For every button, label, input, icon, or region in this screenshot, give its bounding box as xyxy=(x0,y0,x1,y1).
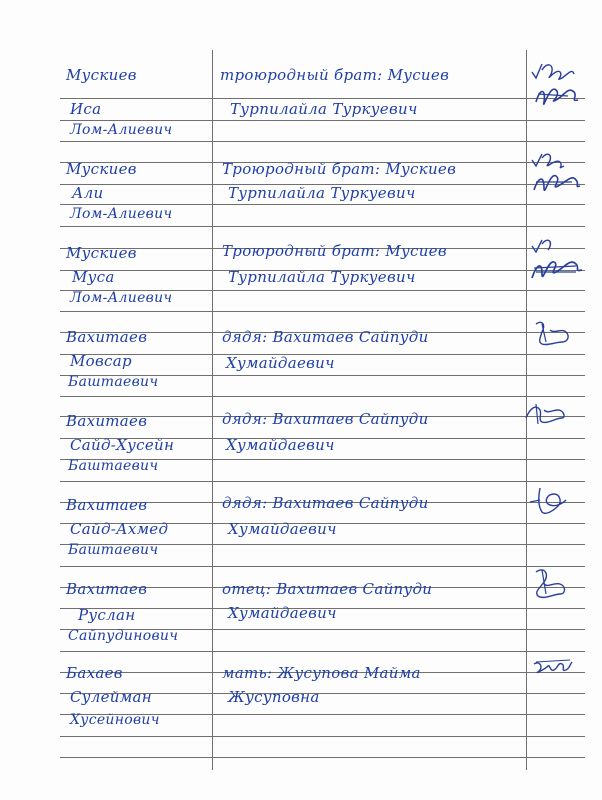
entry-2-relation-line-2: Турпилайла Туркуевич xyxy=(228,184,416,202)
ruled-line xyxy=(60,120,585,121)
entry-7-given-name: Руслан xyxy=(78,606,136,624)
entry-6-relation-line-2: Хумайдаевич xyxy=(228,520,337,538)
entry-4-given-name: Мовсар xyxy=(70,352,132,370)
entry-3-patronymic: Лом-Алиевич xyxy=(70,290,173,306)
entry-4-signature xyxy=(530,318,570,348)
entry-7-signature xyxy=(526,566,570,600)
entry-1-signature xyxy=(528,56,584,112)
ruled-line xyxy=(60,204,585,205)
entry-8-relation-line-1: мать: Жусупова Майма xyxy=(222,664,421,682)
entry-3-surname: Мускиев xyxy=(66,244,137,262)
entry-5-surname: Вахитаев xyxy=(66,412,148,430)
entry-6-signature xyxy=(526,482,570,516)
entry-6-patronymic: Баштаевич xyxy=(68,542,159,558)
ruled-line xyxy=(60,736,585,737)
entry-1-relation-line-1: троюродный брат: Мусиев xyxy=(220,66,450,84)
entry-4-patronymic: Баштаевич xyxy=(68,374,159,390)
column-divider-name xyxy=(212,50,213,770)
ruled-line xyxy=(60,141,585,142)
ruled-line xyxy=(60,311,585,312)
entry-2-signature xyxy=(528,146,584,202)
entry-1-patronymic: Лом-Алиевич xyxy=(70,122,173,138)
entry-6-given-name: Сайд-Ахмед xyxy=(70,520,169,538)
ruled-line xyxy=(60,98,585,99)
ruled-line xyxy=(60,566,585,567)
entry-7-patronymic: Сайпудинович xyxy=(68,628,179,644)
ruled-line xyxy=(60,481,585,482)
entry-4-relation-line-2: Хумайдаевич xyxy=(226,354,335,372)
entry-3-signature xyxy=(528,232,584,288)
entry-2-given-name: Али xyxy=(72,184,104,202)
entry-2-relation-line-1: Троюродный брат: Мускиев xyxy=(222,160,457,178)
entry-8-relation-line-2: Жусуповна xyxy=(228,688,320,706)
entry-8-given-name: Сулейман xyxy=(70,688,152,706)
entry-5-relation-line-1: дядя: Вахитаев Сайпуди xyxy=(222,410,429,428)
entry-6-relation-line-1: дядя: Вахитаев Сайпуди xyxy=(222,494,429,512)
entry-2-surname: Мускиев xyxy=(66,160,137,178)
entry-4-relation-line-1: дядя: Вахитаев Сайпуди xyxy=(222,328,429,346)
entry-2-patronymic: Лом-Алиевич xyxy=(70,206,173,222)
ruled-line xyxy=(60,651,585,652)
entry-3-relation-line-1: Троюродный брат: Мусиев xyxy=(222,242,447,260)
entry-5-signature xyxy=(522,400,566,430)
entry-1-surname: Мускиев xyxy=(66,66,137,84)
entry-8-patronymic: Хусейнович xyxy=(70,712,160,728)
entry-4-surname: Вахитаев xyxy=(66,328,148,346)
entry-5-relation-line-2: Хумайдаевич xyxy=(226,436,335,454)
entry-1-relation-line-2: Турпилайла Туркуевич xyxy=(230,100,418,118)
entry-3-given-name: Муса xyxy=(72,268,115,286)
entry-7-surname: Вахитаев xyxy=(66,580,148,598)
entry-5-patronymic: Баштаевич xyxy=(68,458,159,474)
ruled-line xyxy=(60,396,585,397)
entry-5-given-name: Сайд-Хусейн xyxy=(70,436,175,454)
entry-1-given-name: Иса xyxy=(70,100,102,118)
entry-3-relation-line-2: Турпилайла Туркуевич xyxy=(228,268,416,286)
entry-8-signature xyxy=(530,656,574,680)
entry-7-relation-line-2: Хумайдаевич xyxy=(228,604,337,622)
ruled-line xyxy=(60,226,585,227)
entry-8-surname: Бахаев xyxy=(66,664,123,682)
ruled-line xyxy=(60,757,585,758)
entry-7-relation-line-1: отец: Вахитаев Сайпуди xyxy=(222,580,433,598)
entry-6-surname: Вахитаев xyxy=(66,496,148,514)
